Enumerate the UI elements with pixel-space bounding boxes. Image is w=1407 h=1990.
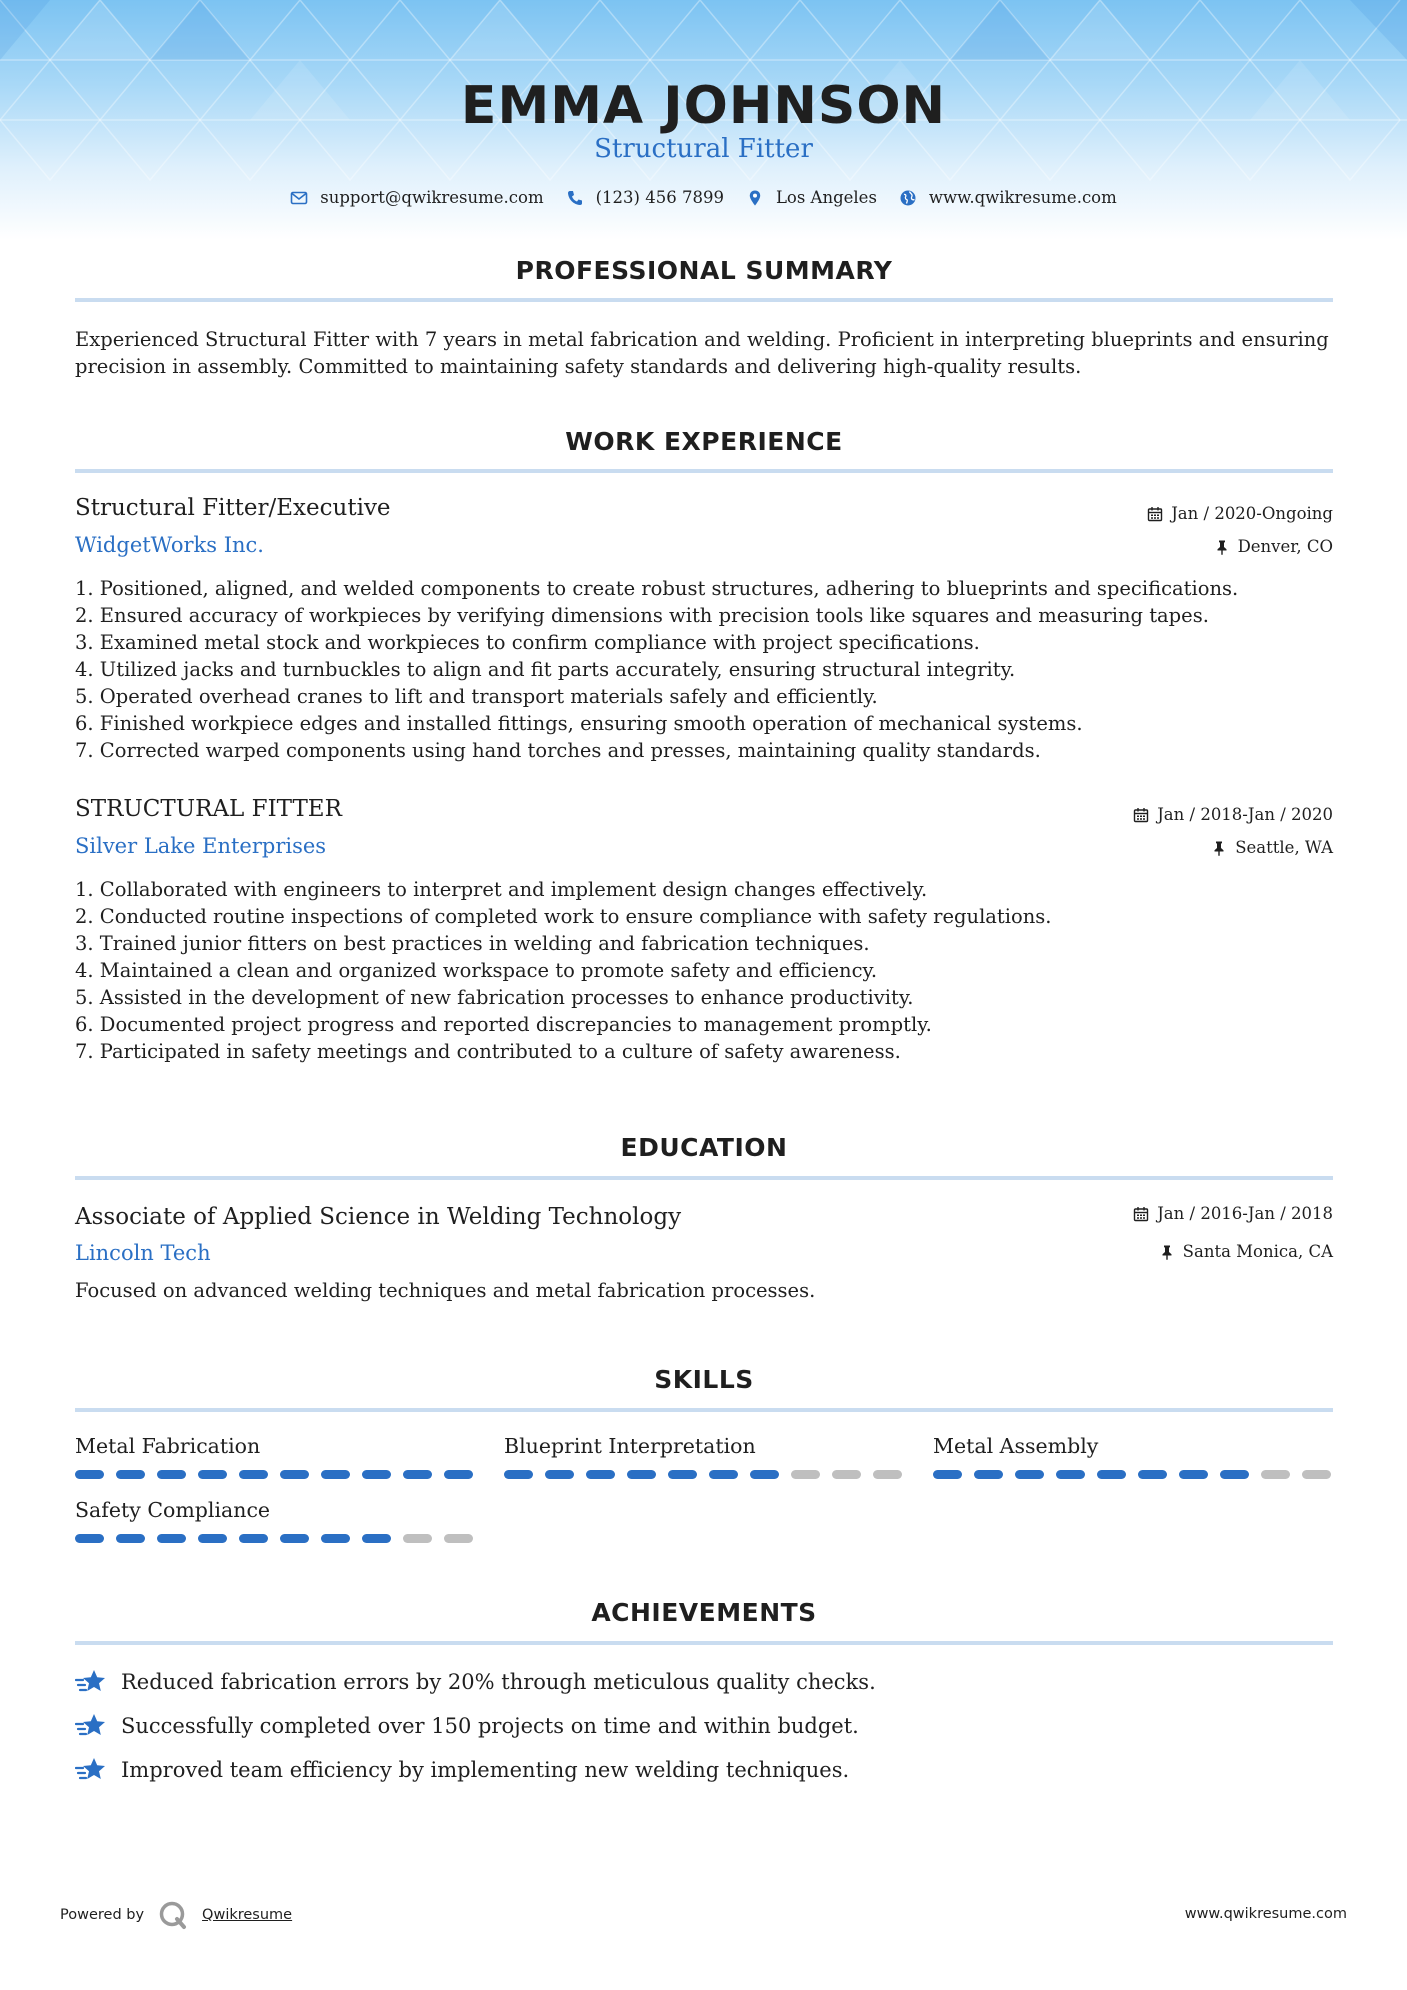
pushpin-icon (1214, 539, 1230, 555)
calendar-icon (1133, 1206, 1149, 1222)
skill-dash-filled (239, 1470, 268, 1479)
achievement-text: Reduced fabrication errors by 20% through meticulous quality checks. (121, 1670, 876, 1694)
achievement-text: Improved team efficiency by implementing new welding techniques. (121, 1758, 850, 1782)
footer-brand-link[interactable]: Qwikresume (202, 1907, 293, 1923)
education-description: Focused on advanced welding techniques and metal fabrication processes. (75, 1279, 816, 1302)
contact-bar (0, 188, 1407, 207)
skill-dash-filled (75, 1470, 104, 1479)
job-dates (1133, 805, 1333, 824)
skill-dash-filled (157, 1470, 186, 1479)
experience-heading: WORK EXPERIENCE (565, 427, 843, 456)
job-role: Structural Fitter/Executive (75, 495, 391, 521)
star-icon (75, 1756, 107, 1784)
skill-dash-filled (321, 1470, 350, 1479)
skill-dash-filled (1015, 1470, 1044, 1479)
skill-item (504, 1434, 904, 1479)
job-dates-text: Jan / 2020-Ongoing (1171, 504, 1333, 523)
pushpin-icon (1159, 1244, 1175, 1260)
skill-level-bar (933, 1470, 1333, 1479)
skill-level-bar (504, 1470, 904, 1479)
skill-dash-filled (239, 1534, 268, 1543)
duty-item: 7. Participated in safety meetings and contributed to a culture of safety awareness. (75, 1040, 901, 1063)
skill-name: Metal Assembly (933, 1434, 1099, 1458)
duty-item: 1. Positioned, aligned, and welded components to create robust structures, adhering to blueprints and specifications. (75, 577, 1239, 600)
skill-dash-filled (933, 1470, 962, 1479)
skill-item (75, 1434, 475, 1479)
skill-dash-filled (75, 1534, 104, 1543)
achievement-text: Successfully completed over 150 projects on time and within budget. (121, 1714, 859, 1738)
skill-dash-filled (116, 1534, 145, 1543)
calendar-icon (1147, 506, 1163, 522)
education-heading: EDUCATION (620, 1133, 788, 1162)
duty-item: 6. Documented project progress and reported discrepancies to management promptly. (75, 1013, 932, 1036)
skill-dash-filled (280, 1534, 309, 1543)
skill-dash-empty (1302, 1470, 1331, 1479)
contact-website-text: www.qwikresume.com (928, 188, 1117, 207)
powered-by-label: Powered by (60, 1907, 145, 1923)
globe-icon (899, 189, 917, 207)
skill-dash-filled (1097, 1470, 1126, 1479)
job-company: Silver Lake Enterprises (75, 834, 327, 858)
education-degree: Associate of Applied Science in Welding Technology (75, 1204, 682, 1230)
skill-dash-filled (444, 1470, 473, 1479)
duty-item: 2. Conducted routine inspections of completed work to ensure compliance with safety regulations. (75, 905, 1052, 928)
skill-dash-filled (198, 1470, 227, 1479)
duty-item: 4. Utilized jacks and turnbuckles to align and fit parts accurately, ensuring structural integrity. (75, 658, 1016, 681)
skill-dash-filled (586, 1470, 615, 1479)
skill-dash-filled (545, 1470, 574, 1479)
skill-item (933, 1434, 1333, 1479)
skill-dash-filled (668, 1470, 697, 1479)
skill-item (75, 1498, 475, 1543)
job-location-text: Seattle, WA (1235, 838, 1333, 857)
skill-dash-empty (403, 1534, 432, 1543)
skill-dash-filled (627, 1470, 656, 1479)
star-icon (75, 1668, 107, 1696)
skill-level-bar (75, 1534, 475, 1543)
skill-dash-empty (832, 1470, 861, 1479)
duty-item: 2. Ensured accuracy of workpieces by verifying dimensions with precision tools like squares and measuring tapes. (75, 604, 1209, 627)
duty-item: 3. Trained junior fitters on best practices in welding and fabrication techniques. (75, 932, 870, 955)
duty-item: 5. Operated overhead cranes to lift and transport materials safely and efficiently. (75, 685, 878, 708)
duty-item: 3. Examined metal stock and workpieces to confirm compliance with project specifications. (75, 631, 980, 654)
skill-name: Safety Compliance (75, 1498, 271, 1522)
duty-item: 6. Finished workpiece edges and installed fittings, ensuring smooth operation of mechanical systems. (75, 712, 1083, 735)
skill-dash-filled (1138, 1470, 1167, 1479)
skills-divider (75, 1408, 1333, 1412)
pushpin-icon (1211, 840, 1227, 856)
skill-dash-filled (709, 1470, 738, 1479)
phone-icon (566, 189, 584, 207)
skill-dash-filled (116, 1470, 145, 1479)
candidate-name: EMMA JOHNSON (460, 76, 947, 136)
contact-phone-text: (123) 456 7899 (595, 188, 724, 207)
job-location-text: Denver, CO (1237, 537, 1333, 556)
skill-dash-empty (1261, 1470, 1290, 1479)
skill-dash-filled (1220, 1470, 1249, 1479)
footer-website-link[interactable]: www.qwikresume.com (1184, 1906, 1347, 1922)
duty-item: 5. Assisted in the development of new fabrication processes to enhance productivity. (75, 986, 914, 1009)
job-role: STRUCTURAL FITTER (75, 796, 342, 822)
job-duties-list (75, 876, 1333, 1065)
job-location (1214, 537, 1333, 556)
achievement-item (75, 1712, 859, 1740)
achievement-item (75, 1756, 849, 1784)
achievement-item (75, 1668, 876, 1696)
contact-location (746, 188, 877, 207)
contact-location-text: Los Angeles (775, 188, 877, 207)
map-pin-icon (746, 189, 764, 207)
skill-dash-filled (1179, 1470, 1208, 1479)
star-icon (75, 1712, 107, 1740)
education-location-text: Santa Monica, CA (1182, 1242, 1333, 1261)
experience-divider (75, 469, 1333, 473)
job-dates (1147, 504, 1333, 523)
footer-powered-by (60, 1900, 292, 1930)
skill-dash-filled (198, 1534, 227, 1543)
achievements-heading: ACHIEVEMENTS (591, 1598, 817, 1627)
contact-email[interactable] (290, 188, 543, 207)
skill-dash-filled (1056, 1470, 1085, 1479)
duty-item: 1. Collaborated with engineers to interpret and implement design changes effectively. (75, 878, 928, 901)
skill-dash-empty (791, 1470, 820, 1479)
skill-name: Metal Fabrication (75, 1434, 261, 1458)
skill-dash-filled (504, 1470, 533, 1479)
education-dates-text: Jan / 2016-Jan / 2018 (1157, 1204, 1333, 1223)
skill-dash-filled (280, 1470, 309, 1479)
duty-item: 4. Maintained a clean and organized workspace to promote safety and efficiency. (75, 959, 878, 982)
education-location (1159, 1242, 1333, 1261)
candidate-title: Structural Fitter (594, 134, 813, 164)
skill-dash-empty (444, 1534, 473, 1543)
skill-name: Blueprint Interpretation (504, 1434, 756, 1458)
education-divider (75, 1176, 1333, 1180)
contact-phone[interactable] (566, 188, 724, 207)
qwikresume-logo-icon (158, 1900, 188, 1930)
duty-item: 7. Corrected warped components using hand torches and presses, maintaining quality standards. (75, 739, 1041, 762)
job-company: WidgetWorks Inc. (75, 533, 264, 557)
summary-divider (75, 298, 1333, 302)
summary-heading: PROFESSIONAL SUMMARY (515, 256, 893, 285)
education-dates (1133, 1204, 1333, 1223)
skill-dash-filled (974, 1470, 1003, 1479)
skill-dash-filled (403, 1470, 432, 1479)
skill-dash-filled (321, 1534, 350, 1543)
calendar-icon (1133, 807, 1149, 823)
skills-heading: SKILLS (654, 1365, 754, 1394)
skill-dash-empty (873, 1470, 902, 1479)
summary-text: Experienced Structural Fitter with 7 years in metal fabrication and welding. Proficient in interpreting blueprints and ensuring precision in assembly. Committed to maintaining safety standards and delivering high-quality results. (75, 328, 1329, 378)
skill-dash-filled (157, 1534, 186, 1543)
contact-email-text: support@qwikresume.com (320, 188, 544, 207)
skill-dash-filled (750, 1470, 779, 1479)
skill-dash-filled (362, 1534, 391, 1543)
contact-website[interactable] (899, 188, 1117, 207)
skill-dash-filled (362, 1470, 391, 1479)
job-duties-list (75, 575, 1333, 764)
skill-level-bar (75, 1470, 475, 1479)
education-school: Lincoln Tech (75, 1241, 211, 1265)
job-location (1211, 838, 1333, 857)
achievements-divider (75, 1641, 1333, 1645)
envelope-icon (290, 189, 308, 207)
job-dates-text: Jan / 2018-Jan / 2020 (1157, 805, 1333, 824)
